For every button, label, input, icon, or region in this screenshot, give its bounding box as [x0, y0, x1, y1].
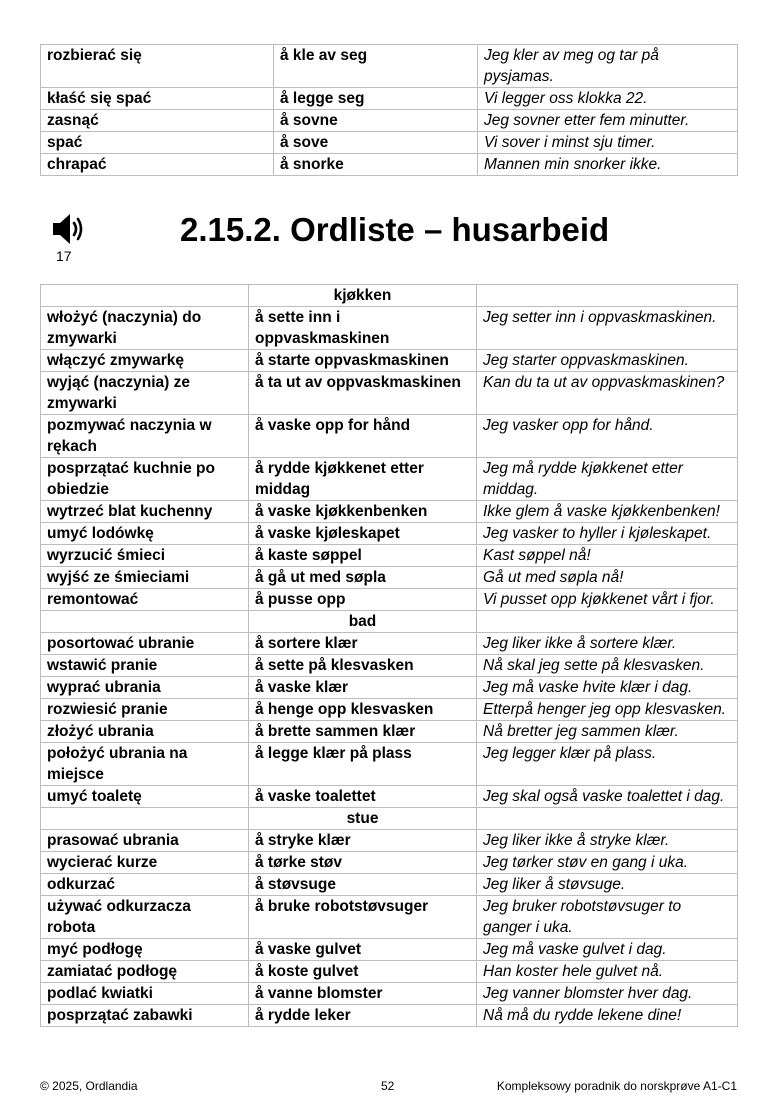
table-row — [41, 154, 738, 176]
section-header-row — [41, 285, 738, 307]
example-sentence: Jeg må vaske hvite klær i dag. — [477, 677, 738, 699]
example-sentence: Jeg vasker to hyller i kjøleskapet. — [477, 523, 738, 545]
table-row — [41, 88, 738, 110]
table-row — [41, 110, 738, 132]
vocabulary-table-housework — [40, 284, 738, 1027]
footer-book-title: Kompleksowy poradnik do norskprøve A1-C1 — [496, 1079, 737, 1093]
norwegian-term: å bruke robotstøvsuger — [249, 896, 477, 939]
example-sentence: Jeg vasker opp for hånd. — [477, 415, 738, 458]
section-header: bad — [249, 611, 477, 633]
norwegian-term: å rydde kjøkkenet etter middag — [249, 458, 477, 501]
norwegian-term: å henge opp klesvasken — [249, 699, 477, 721]
polish-term: chrapać — [41, 154, 274, 176]
polish-term: posortować ubranie — [41, 633, 249, 655]
empty-cell — [41, 285, 249, 307]
polish-term: wyjść ze śmieciami — [41, 567, 249, 589]
example-sentence: Jeg må vaske gulvet i dag. — [477, 939, 738, 961]
table-row — [41, 458, 738, 501]
example-sentence: Jeg starter oppvaskmaskinen. — [477, 350, 738, 372]
footer-copyright: © 2025, Ordlandia — [40, 1079, 138, 1093]
norwegian-term: å vaske opp for hånd — [249, 415, 477, 458]
table-row — [41, 1005, 738, 1027]
table-row — [41, 415, 738, 458]
polish-term: wyrzucić śmieci — [41, 545, 249, 567]
polish-term: rozwiesić pranie — [41, 699, 249, 721]
norwegian-term: å sortere klær — [249, 633, 477, 655]
empty-cell — [41, 808, 249, 830]
empty-cell — [41, 611, 249, 633]
speaker-icon[interactable] — [50, 212, 90, 246]
norwegian-term: å legge klær på plass — [249, 743, 477, 786]
norwegian-term: å vaske gulvet — [249, 939, 477, 961]
norwegian-term: å tørke støv — [249, 852, 477, 874]
table-row — [41, 699, 738, 721]
norwegian-term: å støvsuge — [249, 874, 477, 896]
norwegian-term: å gå ut med søpla — [249, 567, 477, 589]
table-row — [41, 350, 738, 372]
section-header-row — [41, 611, 738, 633]
norwegian-term: å pusse opp — [249, 589, 477, 611]
table-row — [41, 874, 738, 896]
page-number: 52 — [381, 1079, 395, 1093]
norwegian-term: å sette inn i oppvaskmaskinen — [249, 307, 477, 350]
empty-cell — [477, 611, 738, 633]
example-sentence: Nå bretter jeg sammen klær. — [477, 721, 738, 743]
norwegian-term: å sovne — [274, 110, 478, 132]
example-sentence: Jeg sovner etter fem minutter. — [478, 110, 738, 132]
example-sentence: Jeg liker ikke å sortere klær. — [477, 633, 738, 655]
polish-term: umyć lodówkę — [41, 523, 249, 545]
table-row — [41, 501, 738, 523]
norwegian-term: å stryke klær — [249, 830, 477, 852]
table-row — [41, 743, 738, 786]
table-row — [41, 655, 738, 677]
norwegian-term: å vaske klær — [249, 677, 477, 699]
section-header: stue — [249, 808, 477, 830]
norwegian-term: å starte oppvaskmaskinen — [249, 350, 477, 372]
example-sentence: Jeg vanner blomster hver dag. — [477, 983, 738, 1005]
polish-term: rozbierać się — [41, 45, 274, 88]
polish-term: złożyć ubrania — [41, 721, 249, 743]
polish-term: podlać kwiatki — [41, 983, 249, 1005]
section-title: 2.15.2. Ordliste – husarbeid — [180, 211, 610, 248]
polish-term: posprzątać kuchnie po obiedzie — [41, 458, 249, 501]
norwegian-term: å kle av seg — [274, 45, 478, 88]
polish-term: remontować — [41, 589, 249, 611]
table-row — [41, 633, 738, 655]
example-sentence: Nå skal jeg sette på klesvasken. — [477, 655, 738, 677]
table-row — [41, 721, 738, 743]
example-sentence: Nå må du rydde lekene dine! — [477, 1005, 738, 1027]
table-row — [41, 852, 738, 874]
norwegian-term: å snorke — [274, 154, 478, 176]
norwegian-term: å vaske kjøleskapet — [249, 523, 477, 545]
audio-track-number: 17 — [56, 248, 72, 264]
table-row — [41, 567, 738, 589]
norwegian-term: å brette sammen klær — [249, 721, 477, 743]
example-sentence: Etterpå henger jeg opp klesvasken. — [477, 699, 738, 721]
table-row — [41, 896, 738, 939]
norwegian-term: å sette på klesvasken — [249, 655, 477, 677]
polish-term: odkurzać — [41, 874, 249, 896]
example-sentence: Han koster hele gulvet nå. — [477, 961, 738, 983]
norwegian-term: å rydde leker — [249, 1005, 477, 1027]
table-row — [41, 677, 738, 699]
example-sentence: Jeg skal også vaske toalettet i dag. — [477, 786, 738, 808]
example-sentence: Jeg legger klær på plass. — [477, 743, 738, 786]
table-row — [41, 132, 738, 154]
example-sentence: Kast søppel nå! — [477, 545, 738, 567]
polish-term: pozmywać naczynia w rękach — [41, 415, 249, 458]
table-row — [41, 45, 738, 88]
polish-term: używać odkurzacza robota — [41, 896, 249, 939]
polish-term: wyprać ubrania — [41, 677, 249, 699]
empty-cell — [477, 808, 738, 830]
example-sentence: Jeg bruker robotstøvsuger to ganger i uka. — [477, 896, 738, 939]
norwegian-term: å vanne blomster — [249, 983, 477, 1005]
polish-term: zamiatać podłogę — [41, 961, 249, 983]
example-sentence: Gå ut med søpla nå! — [477, 567, 738, 589]
norwegian-term: å vaske toalettet — [249, 786, 477, 808]
example-sentence: Kan du ta ut av oppvaskmaskinen? — [477, 372, 738, 415]
polish-term: wytrzeć blat kuchenny — [41, 501, 249, 523]
polish-term: wyjąć (naczynia) ze zmywarki — [41, 372, 249, 415]
table-row — [41, 983, 738, 1005]
table-row — [41, 523, 738, 545]
polish-term: zasnąć — [41, 110, 274, 132]
table-row — [41, 830, 738, 852]
example-sentence: Vi pusset opp kjøkkenet vårt i fjor. — [477, 589, 738, 611]
table-row — [41, 545, 738, 567]
example-sentence: Jeg kler av meg og tar på pysjamas. — [478, 45, 738, 88]
table-row — [41, 372, 738, 415]
norwegian-term: å vaske kjøkkenbenken — [249, 501, 477, 523]
polish-term: wstawić pranie — [41, 655, 249, 677]
norwegian-term: å legge seg — [274, 88, 478, 110]
polish-term: myć podłogę — [41, 939, 249, 961]
example-sentence: Jeg tørker støv en gang i uka. — [477, 852, 738, 874]
norwegian-term: å sove — [274, 132, 478, 154]
example-sentence: Ikke glem å vaske kjøkkenbenken! — [477, 501, 738, 523]
polish-term: włączyć zmywarkę — [41, 350, 249, 372]
polish-term: wycierać kurze — [41, 852, 249, 874]
table-row — [41, 939, 738, 961]
example-sentence: Jeg liker ikke å stryke klær. — [477, 830, 738, 852]
example-sentence: Mannen min snorker ikke. — [478, 154, 738, 176]
example-sentence: Jeg må rydde kjøkkenet etter middag. — [477, 458, 738, 501]
polish-term: posprzątać zabawki — [41, 1005, 249, 1027]
example-sentence: Jeg setter inn i oppvaskmaskinen. — [477, 307, 738, 350]
polish-term: położyć ubrania na miejsce — [41, 743, 249, 786]
example-sentence: Vi legger oss klokka 22. — [478, 88, 738, 110]
polish-term: włożyć (naczynia) do zmywarki — [41, 307, 249, 350]
polish-term: kłaść się spać — [41, 88, 274, 110]
table-row — [41, 786, 738, 808]
empty-cell — [477, 285, 738, 307]
vocabulary-table-sleep — [40, 44, 738, 176]
polish-term: spać — [41, 132, 274, 154]
table-row — [41, 589, 738, 611]
section-header-row — [41, 808, 738, 830]
example-sentence: Vi sover i minst sju timer. — [478, 132, 738, 154]
table-row — [41, 307, 738, 350]
table-row — [41, 961, 738, 983]
norwegian-term: å ta ut av oppvaskmaskinen — [249, 372, 477, 415]
norwegian-term: å koste gulvet — [249, 961, 477, 983]
polish-term: prasować ubrania — [41, 830, 249, 852]
polish-term: umyć toaletę — [41, 786, 249, 808]
example-sentence: Jeg liker å støvsuge. — [477, 874, 738, 896]
section-header: kjøkken — [249, 285, 477, 307]
norwegian-term: å kaste søppel — [249, 545, 477, 567]
